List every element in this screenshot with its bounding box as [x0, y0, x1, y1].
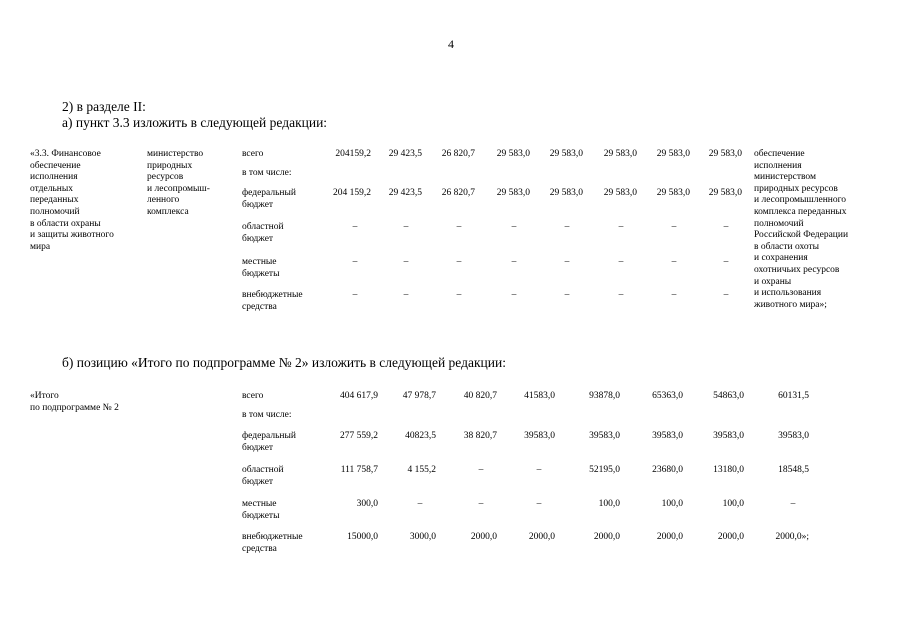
funding-source-label-line: бюджет — [242, 233, 274, 244]
table-cell: 65363,0 — [652, 391, 683, 401]
table-cell: 100,0 — [661, 499, 683, 509]
table-cell: – — [511, 257, 517, 267]
executor-line: и лесопромыш- — [147, 183, 210, 194]
result-line: исполнения — [754, 160, 802, 171]
result-line: охотничьих ресурсов — [754, 264, 840, 275]
table-cell: 39583,0 — [524, 431, 555, 441]
executor-line: комплекса — [147, 206, 189, 217]
table-cell: 29 583,0 — [708, 149, 742, 159]
table-cell: – — [671, 290, 677, 300]
funding-source-label — [242, 257, 279, 280]
table-cell: 39583,0 — [778, 431, 809, 441]
table-executor — [147, 149, 237, 219]
result-line: животного мира»; — [754, 299, 827, 310]
table-cell: 111 758,7 — [340, 465, 378, 475]
table-cell: 300,0 — [356, 499, 378, 509]
table-cell: 54863,0 — [713, 391, 744, 401]
table-cell: – — [352, 222, 358, 232]
result-line: в области охоты — [754, 241, 820, 252]
table-cell: 29 583,0 — [656, 188, 690, 198]
table-cell: 29 583,0 — [549, 149, 583, 159]
executor-line: ленного — [147, 195, 180, 206]
funding-source-label-line: областной — [242, 222, 284, 232]
table-cell: 18548,5 — [778, 465, 809, 475]
funding-source-label-line: областной — [242, 465, 284, 475]
table-cell: – — [723, 257, 729, 267]
funding-source-label-line: местные — [242, 499, 277, 509]
table-cell: 13180,0 — [713, 465, 744, 475]
table-cell: 38 820,7 — [463, 431, 497, 441]
table-cell: 277 559,2 — [340, 431, 378, 441]
result-line: и охраны — [754, 276, 792, 287]
table-cell: 23680,0 — [652, 465, 683, 475]
page-number: 4 — [448, 37, 454, 51]
funding-source-label-line: бюджет — [242, 442, 274, 453]
table-cell: – — [723, 222, 729, 232]
result-line: и сохранения — [754, 253, 808, 264]
table-cell: 39583,0 — [652, 431, 683, 441]
table-cell: – — [456, 290, 462, 300]
result-line: комплекса переданных — [754, 206, 847, 217]
table-cell: 26 820,7 — [441, 149, 475, 159]
funding-source-label — [242, 410, 292, 422]
heading-section-2: 2) в разделе II: — [62, 99, 146, 114]
item-name-line: отдельных — [30, 183, 73, 194]
table-cell: 4 155,2 — [407, 465, 436, 475]
table-cell: 29 423,5 — [388, 188, 422, 198]
result-line: и лесопромышленного — [754, 195, 847, 206]
executor-line: ресурсов — [147, 172, 184, 183]
table-cell: – — [511, 290, 517, 300]
funding-source-label-line: местные — [242, 257, 277, 267]
table-cell: 29 423,5 — [388, 149, 422, 159]
table-cell: 29 583,0 — [496, 149, 530, 159]
table-cell: 204159,2 — [335, 149, 371, 159]
funding-source-label — [242, 168, 292, 180]
result-line: природных ресурсов — [754, 183, 838, 194]
table-cell: 204 159,2 — [333, 188, 371, 198]
result-line: Российской Федерации — [754, 230, 849, 241]
funding-source-label — [242, 222, 284, 245]
table-cell: 29 583,0 — [603, 149, 637, 159]
heading-item-3-3: а) пункт 3.3 изложить в следующей редакции: — [62, 115, 328, 130]
table-cell: – — [564, 257, 570, 267]
table-expected-result — [754, 149, 894, 311]
table-cell: – — [564, 222, 570, 232]
funding-source-label — [242, 188, 296, 211]
table-cell: 2000,0 — [528, 532, 555, 542]
table-cell: 404 617,9 — [340, 391, 378, 401]
table-cell: – — [456, 222, 462, 232]
funding-source-label — [242, 149, 263, 161]
table-cell: – — [723, 290, 729, 300]
item-name-line: исполнения — [30, 172, 78, 183]
funding-source-label-line: бюджет — [242, 199, 274, 210]
table-cell: 52195,0 — [589, 465, 620, 475]
table-cell: – — [618, 257, 624, 267]
table-cell: – — [456, 257, 462, 267]
table-cell: 26 820,7 — [441, 188, 475, 198]
funding-source-label — [242, 532, 303, 555]
table-cell: 29 583,0 — [656, 149, 690, 159]
item-name-line: в области охраны — [30, 218, 101, 229]
result-line: полномочий — [754, 218, 804, 229]
table-cell: 29 583,0 — [603, 188, 637, 198]
table-cell: – — [536, 465, 542, 475]
table-cell: 29 583,0 — [708, 188, 742, 198]
table-cell: 100,0 — [598, 499, 620, 509]
table-item-name — [30, 149, 140, 253]
table-cell: – — [478, 465, 484, 475]
table-cell: – — [403, 257, 409, 267]
table-cell: 40 820,7 — [463, 391, 497, 401]
table-cell: 100,0 — [722, 499, 744, 509]
funding-source-label — [242, 499, 279, 522]
table-cell: 15000,0 — [347, 532, 378, 542]
table-cell: 93878,0 — [589, 391, 620, 401]
heading-itogo: б) позицию «Итого по подпрограмме № 2» изложить в следующей редакции: — [62, 355, 506, 370]
table-cell: 39583,0 — [589, 431, 620, 441]
item-name-line: мира — [30, 241, 51, 252]
table-cell: 2000,0 — [470, 532, 497, 542]
funding-source-label — [242, 465, 284, 488]
funding-source-label — [242, 391, 263, 403]
table-cell: 2000,0»; — [775, 532, 809, 542]
item-name-line: обеспечение — [30, 160, 81, 171]
table-cell: 3000,0 — [409, 532, 436, 542]
table-cell: – — [671, 222, 677, 232]
funding-source-label-line: бюджеты — [242, 510, 280, 521]
table-cell: – — [564, 290, 570, 300]
item-name-line: и защиты животного — [30, 230, 114, 241]
funding-source-label-line: федеральный — [242, 431, 296, 441]
table-cell: – — [417, 499, 423, 509]
table-cell: 2000,0 — [656, 532, 683, 542]
result-line: и использования — [754, 288, 822, 299]
funding-source-label-line: средства — [242, 543, 277, 554]
table-cell: – — [403, 222, 409, 232]
table-cell: – — [618, 222, 624, 232]
table-cell: 29 583,0 — [549, 188, 583, 198]
table-cell: 40823,5 — [405, 431, 436, 441]
funding-source-label-line: бюджет — [242, 476, 274, 487]
result-line: обеспечение — [754, 149, 805, 159]
funding-source-label — [242, 431, 296, 454]
table-cell: 47 978,7 — [402, 391, 436, 401]
item-name-line: «3.3. Финансовое — [30, 149, 101, 159]
funding-source-label — [242, 290, 303, 313]
item-name-line: по подпрограмме № 2 — [30, 402, 119, 413]
table-cell: 41583,0 — [524, 391, 555, 401]
funding-source-label-line: внебюджетные — [242, 532, 303, 542]
table-cell: – — [403, 290, 409, 300]
funding-source-label-line: в том числе: — [242, 168, 292, 178]
table-cell: – — [671, 257, 677, 267]
funding-source-label-line: бюджеты — [242, 268, 280, 279]
funding-source-label-line: всего — [242, 391, 264, 401]
table-item-name — [30, 391, 170, 414]
table-cell: 2000,0 — [593, 532, 620, 542]
table-cell: – — [511, 222, 517, 232]
funding-source-label-line: внебюджетные — [242, 290, 303, 300]
executor-line: министерство — [147, 149, 204, 159]
table-cell: 39583,0 — [713, 431, 744, 441]
item-name-line: переданных — [30, 195, 79, 206]
table-cell: 29 583,0 — [496, 188, 530, 198]
table-cell: – — [352, 257, 358, 267]
table-cell: 2000,0 — [717, 532, 744, 542]
table-cell: – — [790, 499, 796, 509]
item-name-line: «Итого — [30, 391, 59, 401]
item-name-line: полномочий — [30, 206, 80, 217]
funding-source-label-line: в том числе: — [242, 410, 292, 420]
table-cell: 60131,5 — [778, 391, 809, 401]
funding-source-label-line: федеральный — [242, 188, 296, 198]
table-cell: – — [536, 499, 542, 509]
table-cell: – — [352, 290, 358, 300]
table-cell: – — [618, 290, 624, 300]
executor-line: природных — [147, 160, 193, 171]
result-line: министерством — [754, 172, 816, 183]
funding-source-label-line: средства — [242, 301, 277, 312]
table-cell: – — [478, 499, 484, 509]
funding-source-label-line: всего — [242, 149, 264, 159]
